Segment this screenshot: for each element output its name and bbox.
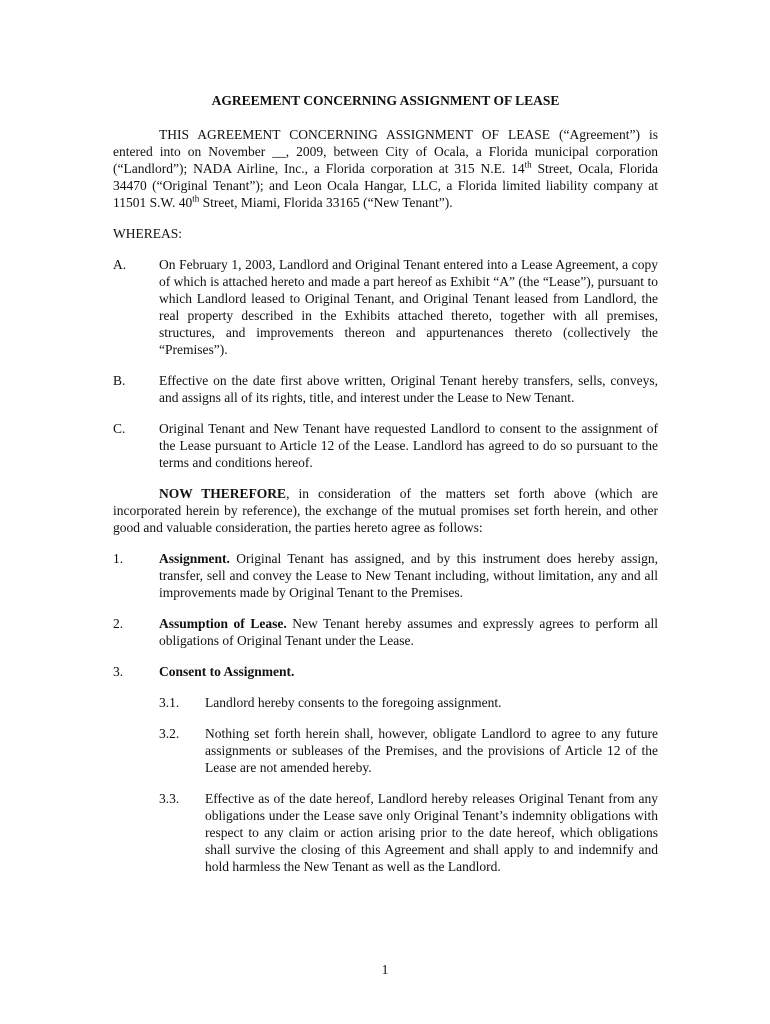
intro-superscript-1: th xyxy=(524,159,532,170)
intro-text-part2: Street, Ocala, Florida 34470 (“Original Tenant”); and Leon Ocala Hangar, LLC, a Florida limited liability company at 11501 S.W. 40 xyxy=(113,161,658,210)
section-body xyxy=(159,615,658,649)
section-heading: Assumption of Lease. xyxy=(159,616,287,631)
recital-text: On February 1, 2003, Landlord and Original Tenant entered into a Lease Agreement, a copy of which is attached hereto and made a part hereof as Exhibit “A” (the “Lease”), pursuant to which Landlord leased to Original Tenant, and Original Tenant leased from Landlord, the real property described in the Exhibits attached thereto, together with all premises, structures, and improvements thereon and appurtenances thereto (collectively the “Premises”). xyxy=(159,257,658,357)
intro-text-part3: Street, Miami, Florida 33165 (“New Tenant”). xyxy=(199,195,453,210)
subsection-number: 3.1. xyxy=(159,695,180,710)
section-body xyxy=(159,663,658,680)
subsection-text: Landlord hereby consents to the foregoing assignment. xyxy=(205,695,502,710)
recital-number: C. xyxy=(113,421,126,436)
section-number: 1. xyxy=(113,551,124,566)
subsection-text: Nothing set forth herein shall, however, obligate Landlord to agree to any future assignments or subleases of the Premises, and the provisions of Article 12 of the Lease are not amended hereby. xyxy=(205,726,658,775)
now-therefore-bold: NOW THEREFORE xyxy=(159,486,287,501)
subsection-number: 3.2. xyxy=(159,726,180,741)
section-3 xyxy=(113,663,658,680)
section-heading: Assignment. xyxy=(159,551,230,566)
subsection-3-3 xyxy=(159,790,658,875)
section-1 xyxy=(113,550,658,601)
whereas-heading: WHEREAS: xyxy=(113,226,182,241)
intro-paragraph xyxy=(113,126,658,211)
now-therefore-paragraph xyxy=(113,485,658,536)
section-body xyxy=(159,550,658,601)
recital-number: B. xyxy=(113,373,126,388)
recital-c xyxy=(113,420,658,471)
recital-text: Original Tenant and New Tenant have requested Landlord to consent to the assignment of the Lease pursuant to Article 12 of the Lease. Landlord has agreed to do so pursuant to the terms and conditions hereof. xyxy=(159,421,658,470)
section-text: Original Tenant has assigned, and by this instrument does hereby assign, transfer, sell and convey the Lease to New Tenant including, without limitation, any and all improvements made by Original Tenant to the Premises. xyxy=(159,551,658,600)
subsection-number: 3.3. xyxy=(159,791,180,806)
section-heading: Consent to Assignment. xyxy=(159,664,295,679)
section-number: 2. xyxy=(113,616,124,631)
subsection-3-1 xyxy=(159,694,658,711)
recital-text: Effective on the date first above written, Original Tenant hereby transfers, sells, conveys, and assigns all of its rights, title, and interest under the Lease to New Tenant. xyxy=(159,373,658,405)
subsection-text: Effective as of the date hereof, Landlord hereby releases Original Tenant from any obligations under the Lease save only Original Tenant’s indemnity obligations with respect to any claim or action arising prior to the date hereof, which obligations shall survive the closing of this Agreement and shall apply to and indemnify and hold harmless the New Tenant as well as the Landlord. xyxy=(205,791,658,874)
recital-b xyxy=(113,372,658,406)
intro-superscript-2: th xyxy=(192,193,200,204)
now-therefore-text: , in consideration of the matters set forth above (which are incorporated herein by reference), the exchange of the mutual promises set forth herein, and other good and valuable consideration, the parties hereto agree as follows: xyxy=(113,486,658,535)
section-2 xyxy=(113,615,658,649)
recital-number: A. xyxy=(113,257,127,272)
subsection-3-2 xyxy=(159,725,658,776)
document-title: AGREEMENT CONCERNING ASSIGNMENT OF LEASE xyxy=(211,93,560,108)
intro-text-part1: THIS AGREEMENT CONCERNING ASSIGNMENT OF LEASE (“Agreement”) is entered into on November __, 2009, between City of Ocala, a Florida municipal corporation (“Landlord”); NADA Airline, Inc., a Florida corporation at 315 N.E. 14 xyxy=(113,127,658,176)
recital-a xyxy=(113,256,658,358)
section-text: New Tenant hereby assumes and expressly agrees to perform all obligations of Original Tenant under the Lease. xyxy=(159,616,658,648)
page-number: 1 xyxy=(381,962,389,977)
section-number: 3. xyxy=(113,664,124,679)
